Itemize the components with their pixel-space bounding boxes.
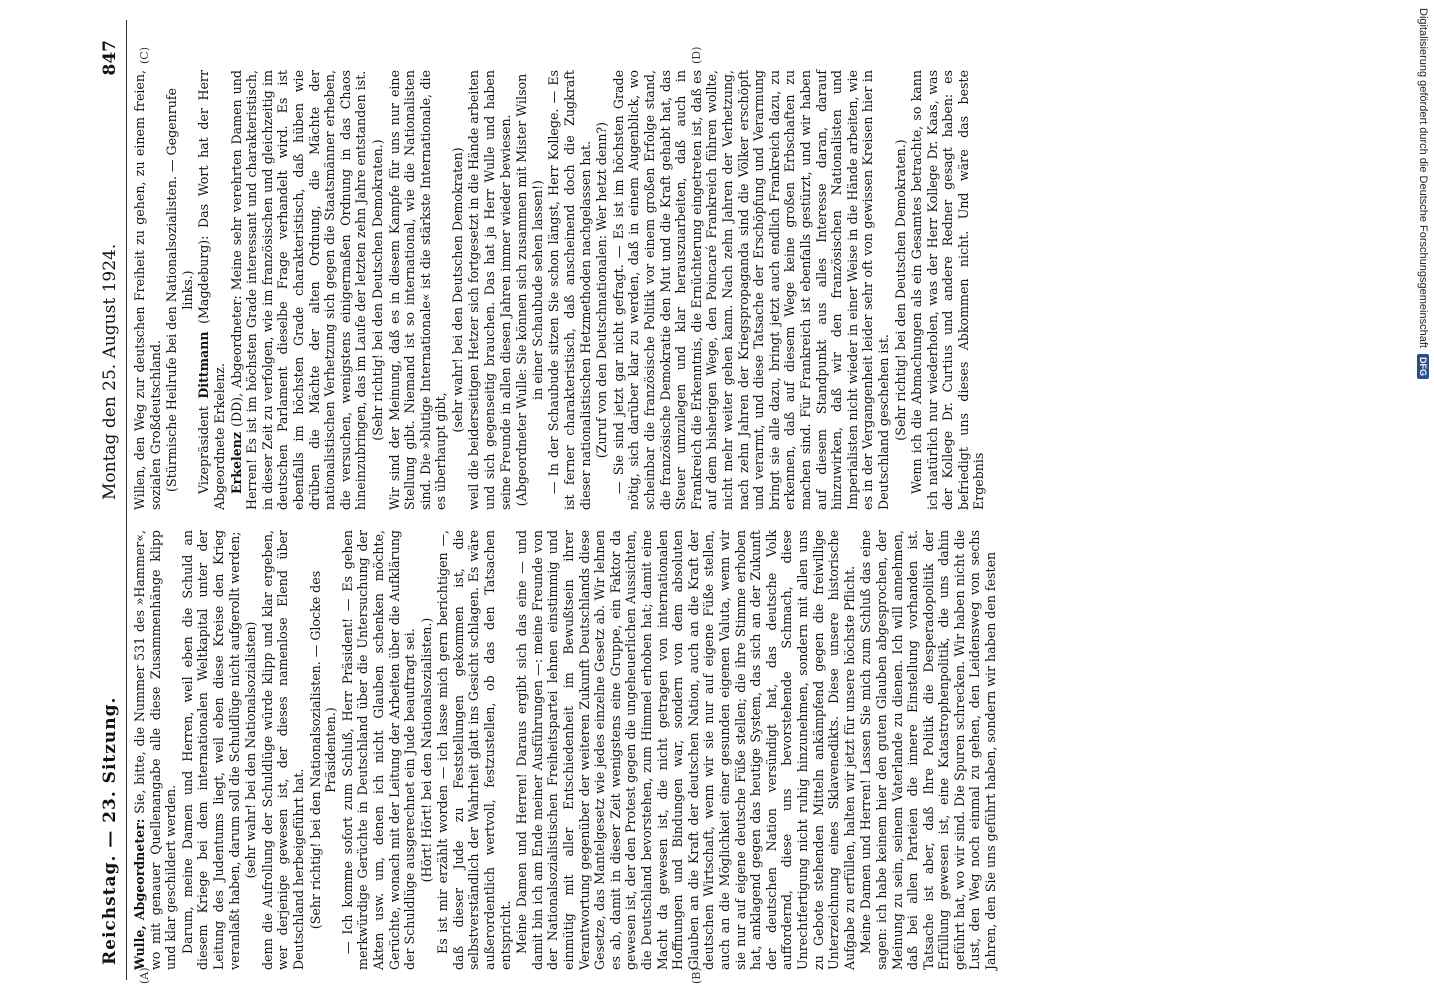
paragraph: Meine Damen und Herren! Daraus ergibt sich das eine — und damit bin ich am Ende meiner Ausführungen —: meine Freunde von der Nationalsozialistischen Freiheitspartei lehnen einstimmig und einmütig mit aller Entschiedenheit im Bewußtsein ihrer Verantwortung gegenüber der weiteren Zukunft Deutschlands diese Gesetze, das Mantelgesetz wie jedes einzelne Gesetz ab. Wir lehnen es ab, damit in dieser Zeit wenigstens eine Gruppe, ein Faktor da gewesen ist, der den Protest gegen die ungeheuerlichen Aussichten, die Deutschland bevorstehen, zum Himmel erhoben hat; damit eine Macht da gewesen ist, die nicht getragen von internationalen Hoffnungen und Bindungen war, sondern von dem absoluten Glauben an die Kraft der deutschen Nation, auch an die Kraft der deutschen Wirtschaft, wenn wir sie nur auf eigene Füße stellen, auch an die Möglichkeit einer gesunden eigenen Valuta, wenn wir sie nur auf eigene deutsche Füße stellen; die ihre Stimme erhoben hat, anklagend gegen das heutige System, das sich an der Zukunft der deutschen Nation versündigt hat, das deutsche Volk auffordernd, diese uns bevorstehende Schmach, diese Unrechtfertigung nicht ruhig hinzunehmen, sondern mit allen uns zu Gebote stehenden Mitteln ankämpfend gegen die freiwillige Unterzeichnung eines Sklavenedikts. Diese unsere historische Aufgabe zu erfüllen, halten wir jetzt für unsere höchste Pflicht. [514, 530, 857, 970]
newspaper-page [90, 20, 1380, 984]
header-date: Montag den 25. August 1924. [100, 243, 120, 500]
speaker-name: Wulle, Abgeordneter: [132, 818, 147, 970]
header-session: Reichstag. — 23. Sitzung. [100, 696, 120, 965]
header-rule [126, 20, 127, 980]
margin-letter-d: (D) [690, 46, 703, 64]
vp-name: Dittmann [196, 331, 212, 399]
paragraph: Sie, bitte, die Nummer 531 des »Hammer«, wo mit genauer Quellenangabe alle diese Zusammenhänge klipp und klar geschildert werden. [132, 530, 179, 970]
paragraph: Darum, meine Damen und Herren, weil eben die Schuld an diesem Kriege bei dem internationalen Weltkapital unter der Leitung des Judentums liegt, weil eben diese Kreise den Krieg veranlaßt haben, darum soll die Schuldlüge nicht aufgerollt werden; [179, 530, 242, 970]
interjection: (Abgeordneter Wulle: Sie können sich zusammen mit Mister Wilson in einer Schaubude sehen lassen!) [514, 73, 545, 507]
paragraph: — Sie sind jetzt gar nicht gefragt. — Es ist im höchsten Grade nötig, sich darüber klar zu werden, daß in einem Augenblick, wo scheinbar die französische Politik vor einem großen Erfolge stand, die französische Demokratie den Mut und die Kraft gehabt hat, das Steuer umzulegen und klar herauszuarbeiten, daß auch in Frankreich die Erkenntnis, die Ernüchterung eingetreten ist, daß es auf dem bisherigen Wege, den Poincaré Frankreich führen wollte, nicht mehr weiter gehen kann. Nach zehn Jahren der Verhetzung, nach zehn Jahren der Kriegspropaganda sind die Völker erschöpft und verarmt, und diese Tatsache der Erschöpfung und Verarmung bringt sie alle dazu, bringt jetzt auch endlich Frankreich dazu, zu erkennen, daß auf diesem Wege keine großen Erbschaften zu machen sind. Für Frankreich ist ebenfalls gestürzt, und wir haben auf diesem Standpunkt aus alles Interesse daran, darauf hinzuwirken, daß wir den französischen Nationalisten und Imperialisten nicht wieder in einer Weise in die Hände arbeiten, wie es in der Vergangenheit leider sehr oft von gewissen Kreisen hier in Deutschland geschehen ist. [610, 70, 891, 510]
interjection: (sehr wahr! bei den Deutschen Demokraten) [449, 147, 465, 433]
column-right [132, 70, 987, 510]
column-left [132, 530, 999, 970]
paragraph: Meine sehr verehrten Damen und Herren! Es ist im höchsten Grade interessant und charakteristisch, in dieser Zeit zu verfolgen, wie im französischen und gleichzeitig im deutschen Parlament dieselbe Frage verhandelt wird. Es ist ebenfalls im höchsten Grade charakteristisch, daß hüben wie drüben die Mächte der alten Ordnung, die Mächte der nationalistischen Verhetzung sich gegen die Staatsmänner erheben, die versuchen, wenigstens einigermaßen Ordnung in das Chaos hineinzubringen, das im Laufe der letzten zehn Jahre entstanden ist. [228, 70, 369, 510]
interjection: (Stürmische Heilrufe bei den Nationalsozialisten. — Gegenrufe links.) [164, 88, 195, 492]
interjection: (Zuruf von den Deutschnationalen: Wer hetzt denn?) [594, 121, 610, 459]
vp-statement: (Magdeburg): Das Wort hat der Herr Abgeordnete Erkelenz. [196, 70, 227, 510]
paragraph: Es ist mir erzählt worden — ich lasse mich gern berichtigen —, daß dieser Jude zu Feststellungen gekommen ist, die selbstverständlich der Wahrheit glatt ins Gesicht schlagen. Es wäre außerordentlich wertvoll, festzustellen, ob das den Tatsachen entspricht. [435, 530, 513, 970]
margin-letter-b: (B) [690, 967, 703, 984]
interjection: (Sehr richtig! bei den Deutschen Demokraten.) [369, 139, 385, 441]
speaker-name: Erkelenz [228, 431, 244, 494]
paragraph: — Ich komme sofort zum Schluß, Herr Präsident! — Es gehen merkwürdige Gerüchte in Deutschland über die Untersuchung der Akten usw. um, denen ich nicht Glauben schenken möchte, Gerüchte, wonach mit der Leitung der Arbeiten über die Aufklärung der Schuldlüge ausgerechnet ein Jude beauftragt sei. [339, 530, 418, 970]
dfg-logo: DFG [1417, 354, 1429, 379]
page-number: 847 [100, 40, 120, 76]
credit-strip [1416, 8, 1434, 998]
paragraph: — In der Schaubude sitzen Sie schon längst, Herr Kollege. — Es ist ferner charakteristisch, daß anscheinend doch die Zugkraft dieser nationalistischen Hetzmethoden nachgelassen hat. [546, 70, 593, 510]
margin-letter-a: (A) [138, 967, 151, 984]
paragraph: Wir sind der Meinung, daß es in diesem Kampfe für uns nur eine Stellung gibt. Niemand ist so international, wie die Nationalisten sind. Die »blutige Internationale« ist die stärkste Internationale, die es überhaupt gibt, [386, 70, 449, 510]
paragraph: Meine Damen und Herren! Lassen Sie mich zum Schluß das eine sagen: ich habe keinem hier den guten Glauben abgesprochen, der Meinung zu sein, seinem Vaterlande zu dienen. Ich will annehmen, daß bei allen Parteien die innere Einstellung vorhanden ist. Tatsache ist aber, daß Ihre Politik die Desperadopolitik der Erfüllung gewesen ist, eine Katastrophenpolitik, die uns dahin geführt hat, wo wir sind. Die Spuren schrecken. Wir haben nicht die Lust, den Weg noch einmal zu gehen, den Leidensweg von sechs Jahren, den Sie uns geführt haben, sondern wir haben den festen [858, 530, 999, 970]
margin-letter-c: (C) [138, 47, 151, 64]
speaker-role: (DD), Abgeordneter: [228, 295, 244, 427]
interjection: (Sehr richtig! bei den Deutschen Demokraten.) [892, 139, 908, 441]
paragraph: Wenn ich die Abmachungen als ein Gesamtes betrachte, so kann ich natürlich nur wiederholen, was der Herr Kollege Dr. Kaas, was der Kollege Dr. Curtius und andere Redner gesagt haben: es befriedigt uns dieses Abkommen nicht. Und wäre das beste Ergebnis [909, 70, 987, 510]
paragraph: denn die Aufrollung der Schuldlüge würde klipp und klar ergeben, wer derjenige gewesen ist, der dieses namenlose Elend über Deutschland herbeigeführt hat. [259, 530, 306, 970]
vp-title: Vizepräsident [196, 406, 212, 494]
credit-text: Digitalisierung gefördert durch die Deutsche Forschungsgemeinschaft [1417, 8, 1429, 348]
interjection: (Sehr richtig! bei den Nationalsozialisten. — Glocke des Präsidenten.) [307, 570, 339, 930]
paragraph: Willen, den Weg zur deutschen Freiheit zu gehen, zu einem freien, sozialen Großdeutschland. [132, 70, 163, 510]
interjection: (Hört! Hört! bei den Nationalsozialisten.) [418, 617, 434, 883]
paragraph: weil die beiderseitigen Hetzer sich fortgesetzt in die Hände arbeiten und sich gegenseitig brauchen. Das hat ja Herr Wulle und haben seine Freunde in allen diesen Jahren immer wieder bewiesen. [466, 70, 513, 510]
interjection: (sehr wahr! bei den Nationalsozialisten) [243, 621, 259, 879]
